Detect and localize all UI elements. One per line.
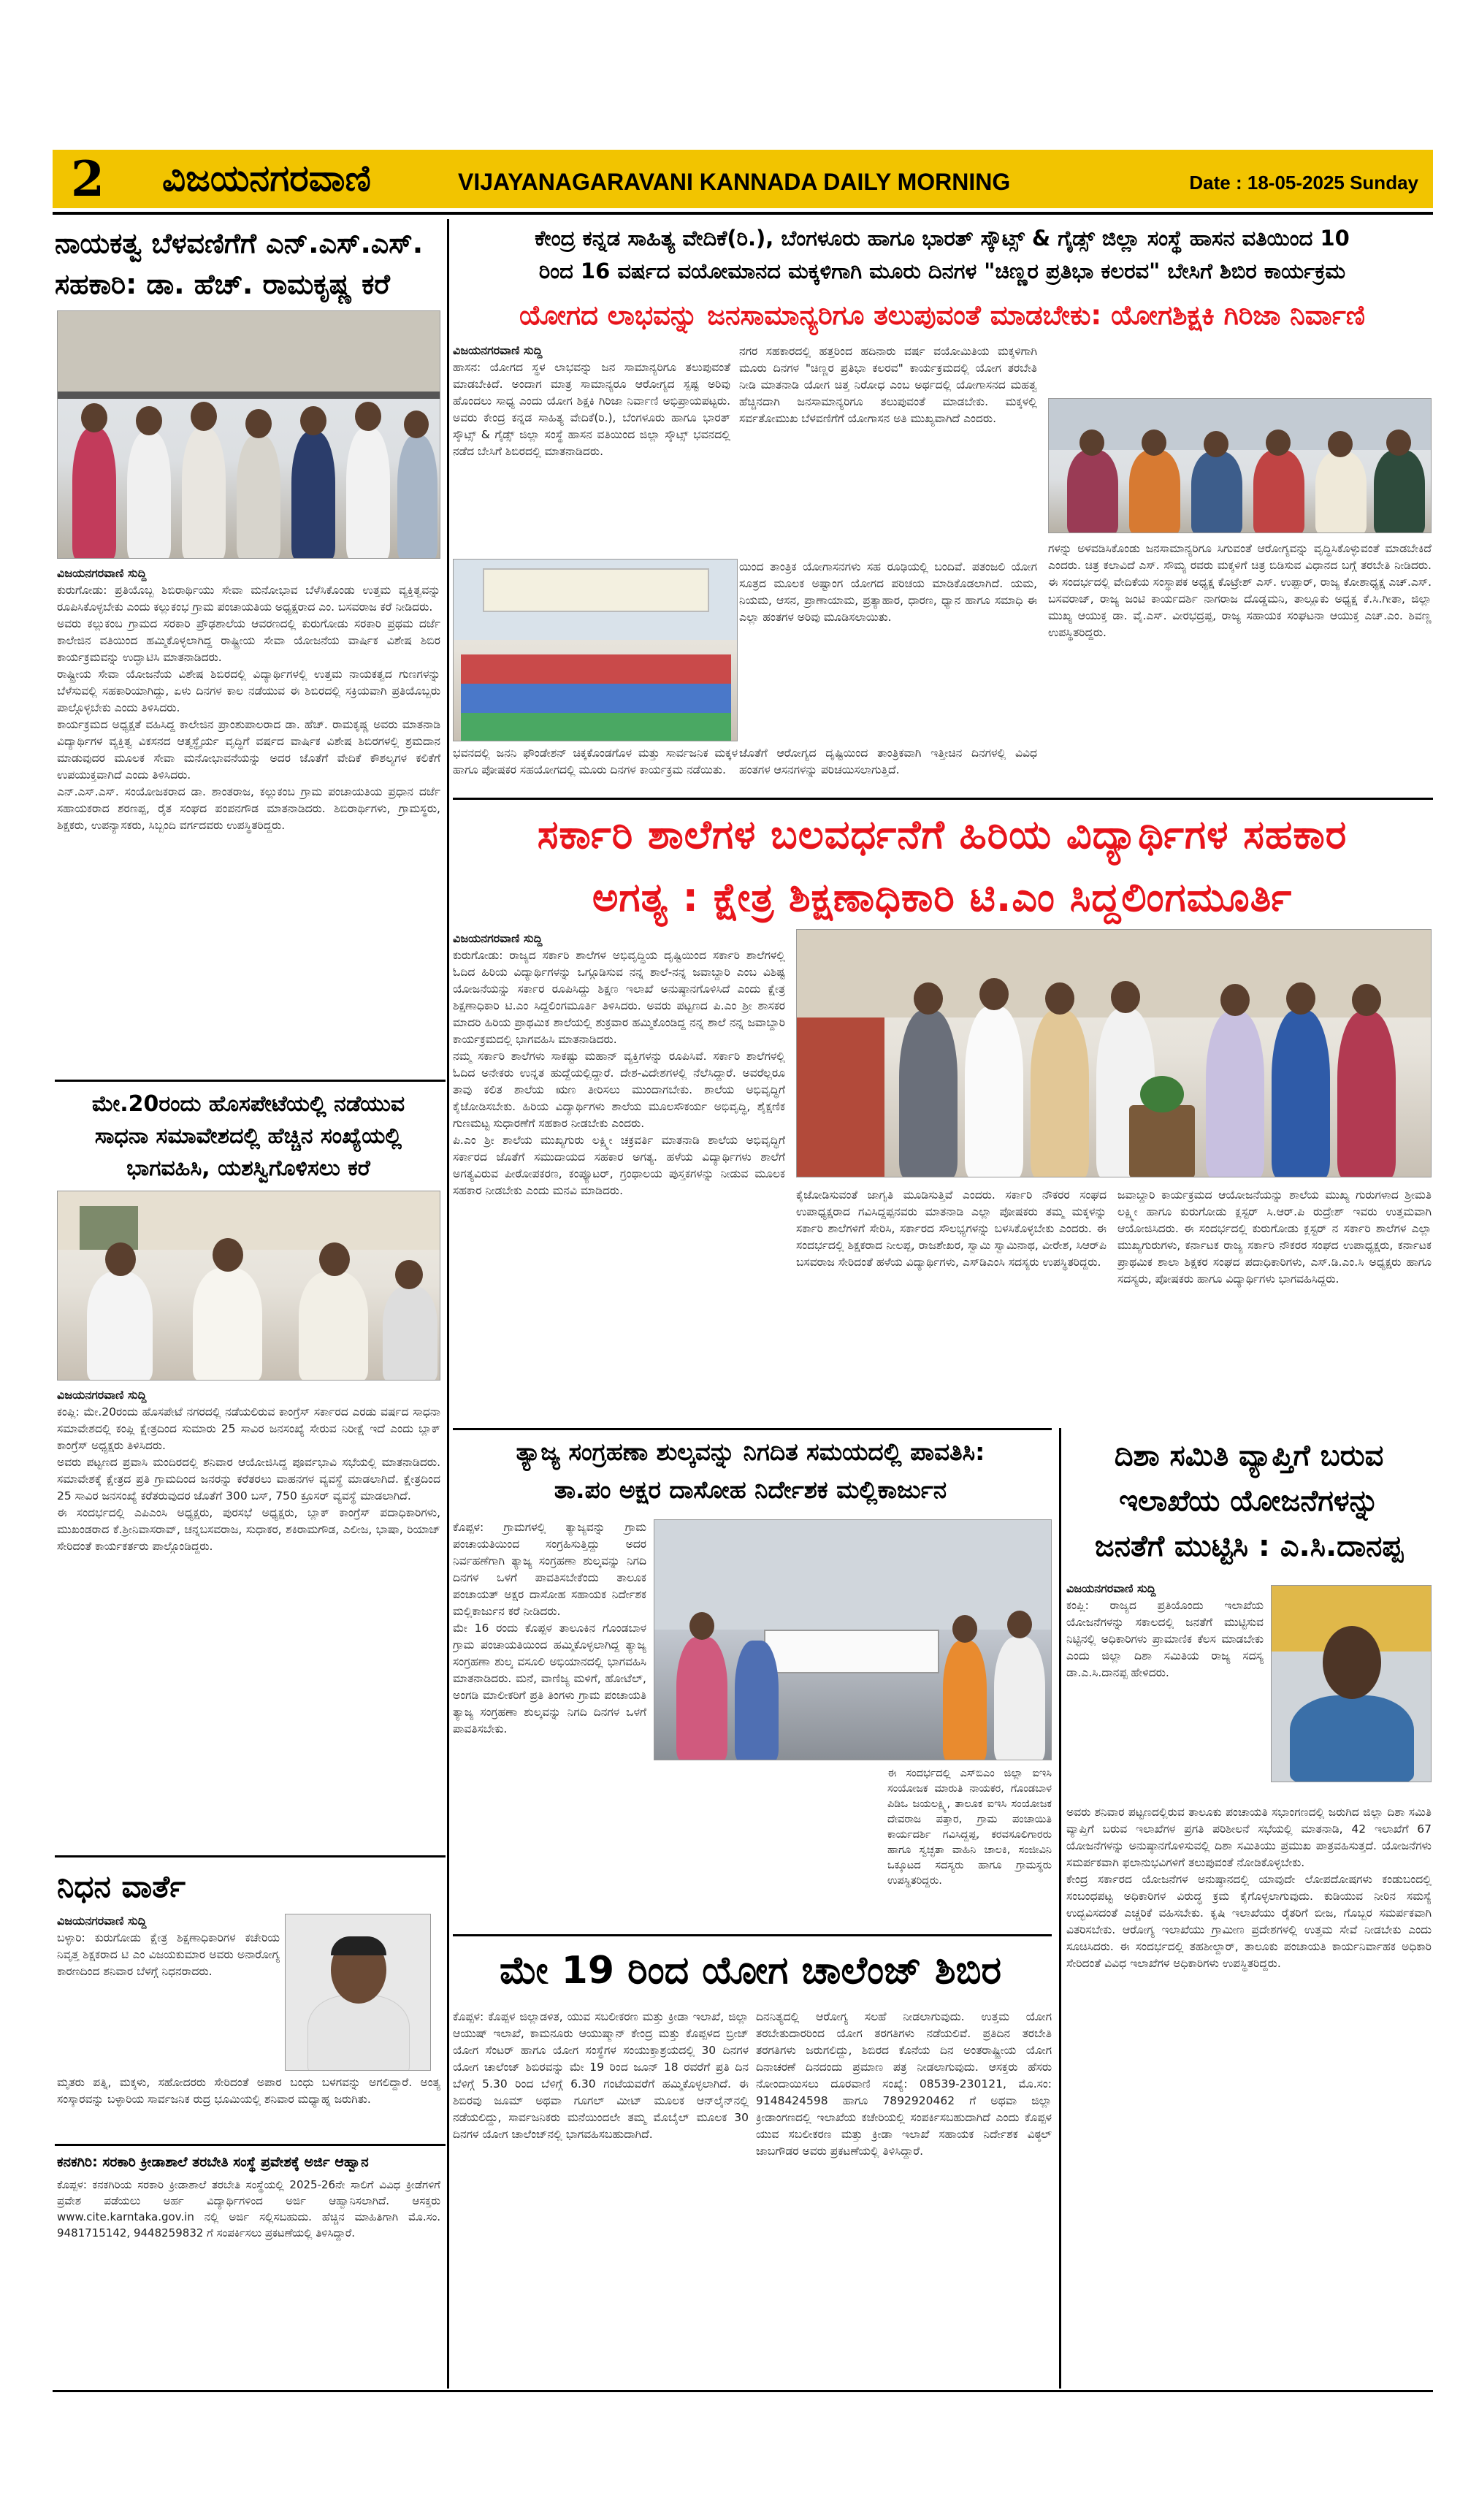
top-banner-line2: ರಿಂದ 16 ವರ್ಷದ ವಯೋಮಾನದ ಮಕ್ಕಳಿಗಾಗಿ ಮೂರು ದಿನಗಳ "ಚಿಣ್ಣರ ಪ್ರತಿಭಾ ಕಲರವ" ಬೇಸಿಗೆ ಶಿಬಿರ ಕಾರ್ಯಕ್ರಮ (538, 259, 1346, 283)
waste-col1: ಕೊಪ್ಪಳ: ಗ್ರಾಮಗಳಲ್ಲಿ ತ್ಯಾಜ್ಯವನ್ನು ಗ್ರಾಮ ಪಂಚಾಯತಿಯಿಂದ ಸಂಗ್ರಹಿಸುತ್ತಿದ್ದು ಅದರ ನಿರ್ವಹಣೆಗಾಗಿ ತ್ಯಾಜ್ಯ ಸಂಗ್ರಹಣಾ ಶುಲ್ಕವನ್ನು ನಿಗದಿ ದಿನಗಳ ಒಳಗೆ ಪಾವತಿಸಬೇಕೆಂದು ತಾಲೂಕ ಪಂಚಾಯತ್ ಅಕ್ಷರ ದಾಸೋಹ ಸಹಾಯಕ ನಿರ್ದೇಶಕ ಮಲ್ಲಿಕಾರ್ಜುನ ಕರೆ ನೀಡಿದರು. ಮೇ 16 ರಂದು ಕೊಪ್ಪಳ ತಾಲೂಕಿನ ಗೊಂಡಬಾಳ ಗ್ರಾಮ ಪಂಚಾಯತಿಯಿಂದ ಹಮ್ಮಿಕೊಳ್ಳಲಾಗಿದ್ದ ತ್ಯಾಜ್ಯ ಸಂಗ್ರಹಣಾ ಶುಲ್ಕ ವಸೂಲಿ ಅಭಿಯಾನದಲ್ಲಿ ಭಾಗವಹಿಸಿ ಮಾತನಾಡಿದರು. ಮನೆ, ವಾಣಿಜ್ಯ ಮಳಿಗೆ, ಹೋಟೆಲ್, ಅಂಗಡಿ ಮಾಲೀಕರಿಗೆ ಪ್ರತಿ ತಿಂಗಳು ಗ್ರಾಮ ಪಂಚಾಯತಿ ತ್ಯಾಜ್ಯ ಸಂಗ್ರಹಣಾ ಶುಲ್ಕವನ್ನು ನಿಗದಿ ದಿನಗಳ ಒಳಗೆ ಪಾವತಿಸಬೇಕು. (453, 1521, 646, 1736)
obituary-photo (285, 1914, 431, 2071)
waste-photo (654, 1519, 1052, 1760)
column-divider (447, 219, 449, 2389)
school-headline: ಸರ್ಕಾರಿ ಶಾಲೆಗಳ ಬಲವರ್ಧನೆಗೆ ಹಿರಿಯ ವಿದ್ಯಾರ್ಥಿಗಳ ಸಹಕಾರ ಅಗತ್ಯ : ಕ್ಷೇತ್ರ ಶಿಕ್ಷಣಾಧಿಕಾರಿ ಟಿ.ಎಂ ಸಿದ್ದಲಿಂಗಮೂರ್ತಿ (537, 812, 1348, 920)
yoga-photo-children (453, 559, 738, 741)
leadership-headline: ನಾಯಕತ್ವ ಬೆಳವಣಿಗೆಗೆ ಎನ್.ಎಸ್.ಎಸ್. ಸಹಕಾರಿ: ಡಾ. ಹೆಚ್. ರಾಮಕೃಷ್ಣ ಕರೆ (55, 227, 424, 300)
top-banner-line1: ಕೇಂದ್ರ ಕನ್ನಡ ಸಾಹಿತ್ಯ ವೇದಿಕೆ(ರಿ.), ಬೆಂಗಳೂರು ಹಾಗೂ ಭಾರತ್ ಸ್ಕೌಟ್ಸ್ & ಗೈಡ್ಸ್ ಜಿಲ್ಲಾ ಸಂಸ್ಥೆ ಹಾಸನ ವತಿಯಿಂದ 10 (535, 226, 1350, 251)
school-photo (796, 929, 1432, 1177)
yoga-col1b: ಭವನದಲ್ಲಿ ಜನನಿ ಫೌಂಡೇಶನ್ ಚಿಕ್ಕಕೊಂಡಗೊಳ ಮತ್ತು ಸಾರ್ವಜನಿಕ ಮಕ್ಕಳ ಹಾಗೂ ಪೋಷಕರ ಸಹಯೋಗದಲ್ಲಿ ಮೂರು ದಿನಗಳ ಕಾರ್ಯಕ್ರಮ ನಡೆಯಿತು. (453, 747, 738, 776)
sadhana-photo (57, 1191, 440, 1381)
sadhana-headline: ಮೇ.20ರಂದು ಹೊಸಪೇಟೆಯಲ್ಲಿ ನಡೆಯುವ ಸಾಧನಾ ಸಮಾವೇಶದಲ್ಲಿ ಹೆಚ್ಚಿನ ಸಂಖ್ಯೆಯಲ್ಲಿ ಭಾಗವಹಿಸಿ, ಯಶಸ್ವಿಗೊಳಿಸಲು ಕರೆ (91, 1091, 405, 1181)
masthead-title-kn: ವಿಜಯನಗರವಾಣಿ (162, 157, 371, 199)
masthead-date: Date : 18-05-2025 Sunday (1189, 172, 1418, 194)
sports-body: ಕೊಪ್ಪಳ: ಕನಕಗಿರಿಯ ಸರಕಾರಿ ಕ್ರೀಡಾಶಾಲೆ ತರಬೇತಿ ಸಂಸ್ಥೆಯಲ್ಲಿ 2025-26ನೇ ಸಾಲಿಗೆ ವಿವಿಧ ಕ್ರೀಡೆಗಳಿಗೆ ಪ್ರವೇಶ ಪಡೆಯಲು ಅರ್ಹ ವಿದ್ಯಾರ್ಥಿಗಳಿಂದ ಅರ್ಜಿ ಆಹ್ವಾನಿಸಲಾಗಿದೆ. ಆಸಕ್ತರು www.cite.karntaka.gov.in ನಲ್ಲಿ ಅರ್ಜಿ ಸಲ್ಲಿಸಬಹುದು. ಹೆಚ್ಚಿನ ಮಾಹಿತಿಗಾಗಿ ಮೊ.ಸಂ. 9481715142, 9448259832 ಗೆ ಸಂಪರ್ಕಿಸಲು ಪ್ರಕಟಣೆಯಲ್ಲಿ ತಿಳಿಸಿದ್ದಾರೆ. (57, 2178, 440, 2240)
sadhana-body: ವಿಜಯನಗರವಾಣಿ ಸುದ್ದಿ ಕಂಪ್ಲಿ: ಮೇ.20ರಂದು ಹೊಸಪೇಟೆ ನಗರದಲ್ಲಿ ನಡೆಯಲಿರುವ ಕಾಂಗ್ರೆಸ್ ಸರ್ಕಾರದ ಎರಡು ವರ್ಷದ ಸಾಧನಾ ಸಮಾವೇಶದಲ್ಲಿ ಕಂಪ್ಲಿ ಕ್ಷೇತ್ರದಿಂದ ಸುಮಾರು 25 ಸಾವಿರ ಜನಸಂಖ್ಯೆ ಸೇರುವ ನಿರೀಕ್ಷೆ ಇದೆ ಎಂದು ಬ್ಲಾಕ್ ಕಾಂಗ್ರೆಸ್ ಅಧ್ಯಕ್ಷರು ತಿಳಿಸಿದರು. ಅವರು ಪಟ್ಟಣದ ಪ್ರವಾಸಿ ಮಂದಿರದಲ್ಲಿ ಶನಿವಾರ ಆಯೋಜಿಸಿದ್ದ ಪೂರ್ವಭಾವಿ ಸಭೆಯಲ್ಲಿ ಮಾತನಾಡಿದರು. ಸಮಾವೇಶಕ್ಕೆ ಕ್ಷೇತ್ರದ ಪ್ರತಿ ಗ್ರಾಮದಿಂದ ಜನರನ್ನು ಕರೆತರಲು ವಾಹನಗಳ ವ್ಯವಸ್ಥೆ ಮಾಡಲಾಗಿದೆ. ಕ್ಷೇತ್ರದಿಂದ 25 ಸಾವಿರ ಜನಸಂಖ್ಯೆ ಕರೆತರುವುದರ ಜೊತೆಗೆ 300 ಬಸ್, 750 ಕ್ರೂಸರ್ ವ್ಯವಸ್ಥೆ ಮಾಡಲಾಗಿದೆ. ಈ ಸಂದರ್ಭದಲ್ಲಿ ಎಪಿಎಂಸಿ ಅಧ್ಯಕ್ಷರು, ಪುರಸಭೆ ಅಧ್ಯಕ್ಷರು, ಬ್ಲಾಕ್ ಕಾಂಗ್ರೆಸ್ ಪದಾಧಿಕಾರಿಗಳು, ಮುಖಂಡರಾದ ಕೆ.ಶ್ರೀನಿವಾಸರಾವ್, ಚನ್ನಬಸವರಾಜ, ಸುಧಾಕರ, ಶಕಿರಾಮಗೌಡ, ಎಲೀಜ, ಭಾಷಾ, ರಿಯಾಜ್ ಸೇರಿದಂತೆ ಕಾರ್ಯಕರ್ತರು ಪಾಲ್ಗೊಂಡಿದ್ದರು. (57, 1388, 440, 1553)
disha-headline-box: ದಿಶಾ ಸಮಿತಿ ವ್ಯಾಪ್ತಿಗೆ ಬರುವ ಇಲಾಖೆಯ ಯೋಜನೆಗಳನ್ನು ಜನತೆಗೆ ಮುಟ್ಟಿಸಿ : ಎ.ಸಿ.ದಾನಪ್ಪ (1066, 1433, 1432, 1572)
obituary-body: ವಿಜಯನಗರವಾಣಿ ಸುದ್ದಿ ಬಳ್ಳಾರಿ: ಕುರುಗೋಡು ಕ್ಷೇತ್ರ ಶಿಕ್ಷಣಾಧಿಕಾರಿಗಳ ಕಚೇರಿಯ ನಿವೃತ್ತ ಶಿಕ್ಷಕರಾದ ಟಿ ಎಂ ವಿಜಯಕುಮಾರ ಅವರು ಅನಾರೋಗ್ಯ ಕಾರಣದಿಂದ ಶನಿವಾರ ಬೆಳಗ್ಗೆ ನಿಧನರಾದರು. (57, 1914, 280, 1978)
leadership-body: ವಿಜಯನಗರವಾಣಿ ಸುದ್ದಿ ಕುರುಗೋಡು: ಪ್ರತಿಯೊಬ್ಬ ಶಿಬಿರಾರ್ಥಿಯು ಸೇವಾ ಮನೋಭಾವ ಬೆಳೆಸಿಕೊಂಡು ಉತ್ತಮ ವ್ಯಕ್ತಿತ್ವವನ್ನು ರೂಪಿಸಿಕೊಳ್ಳಬೇಕು ಎಂದು ಕಲ್ಲುಕಂಭ ಗ್ರಾಮ ಪಂಚಾಯತಿಯ ಅಧ್ಯಕ್ಷರಾದ ಎಂ. ಬಸವರಾಜ ಕರೆ ನೀಡಿದರು. ಅವರು ಕಲ್ಲುಕಂಬ ಗ್ರಾಮದ ಸರಕಾರಿ ಪ್ರೌಢಶಾಲೆಯ ಆವರಣದಲ್ಲಿ ಕುರುಗೋಡು ಸರಕಾರಿ ಪ್ರಥಮ ದರ್ಜೆ ಕಾಲೇಜಿನ ವತಿಯಿಂದ ಹಮ್ಮಿಕೊಳ್ಳಲಾಗಿದ್ದ ರಾಷ್ಟ್ರೀಯ ಸೇವಾ ಯೋಜನೆಯ ವಾರ್ಷಿಕ ವಿಶೇಷ ಶಿಬಿರ ಕಾರ್ಯಕ್ರಮವನ್ನು ಉದ್ಘಾಟಿಸಿ ಮಾತನಾಡಿದರು. ರಾಷ್ಟ್ರೀಯ ಸೇವಾ ಯೋಜನೆಯ ವಿಶೇಷ ಶಿಬಿರದಲ್ಲಿ ವಿದ್ಯಾರ್ಥಿಗಳಲ್ಲಿ ಉತ್ತಮ ನಾಯಕತ್ವದ ಗುಣಗಳನ್ನು ಬೆಳೆಸುವಲ್ಲಿ ಸಹಕಾರಿಯಾಗಿದ್ದು, ಏಳು ದಿನಗಳ ಕಾಲ ನಡೆಯುವ ಈ ಶಿಬಿರದಲ್ಲಿ ಸಕ್ರಿಯವಾಗಿ ಪ್ರತಿಯೊಬ್ಬರು ಪಾಲ್ಗೊಳ್ಳಬೇಕು ಎಂದು ತಿಳಿಸಿದರು. ಕಾರ್ಯಕ್ರಮದ ಅಧ್ಯಕ್ಷತೆ ವಹಿಸಿದ್ದ ಕಾಲೇಜಿನ ಪ್ರಾಂಶುಪಾಲರಾದ ಡಾ. ಹೆಚ್. ರಾಮಕೃಷ್ಣ ಅವರು ಮಾತನಾಡಿ ವಿದ್ಯಾರ್ಥಿಗಳ ವ್ಯಕ್ತಿತ್ವ ವಿಕಸನದ ಆತ್ಮಸ್ಥೈರ್ಯ ವೃದ್ಧಿಗೆ ವರ್ಷದ ವಾರ್ಷಿಕ ವಿಶೇಷ ಶಿಬಿರಗಳಲ್ಲಿ ಶ್ರಮದಾನ ಮಾಡುವುದರ ಮೂಲಕ ಸೇವಾ ಮನೋಭಾವನೆಯನ್ನು ಅದರ ಜೊತೆಗೆ ವೇದಿಕೆ ಕೌಶಲ್ಯಗಳ ಕಲಿಕೆಗೆ ಉಪಯುಕ್ತವಾಗಿದೆ ಎಂದು ತಿಳಿಸಿದರು. ಎನ್.ಎಸ್.ಎಸ್. ಸಂಯೋಜಕರಾದ ಡಾ. ಶಾಂತರಾಜ, ಕಲ್ಲುಕಂಬ ಗ್ರಾಮ ಪಂಚಾಯತಿಯ ಪ್ರಧಾನ ದರ್ಜೆ ಸಹಾಯಕರಾದ ಶರಣಪ್ಪ, ರೈತ ಸಂಘದ ಪಂಪನಗೌಡ ಮಾತನಾಡಿದರು. ಶಿಬಿರಾರ್ಥಿಗಳು, ಗ್ರಾಮಸ್ಥರು, ಶಿಕ್ಷಕರು, ಉಪನ್ಯಾಸಕರು, ಸಿಬ್ಬಂದಿ ವರ್ಗದವರು ಉಪಸ್ಥಿತರಿದ್ದರು. (57, 566, 440, 832)
yoga-camp-col2: ದಿನನಿತ್ಯದಲ್ಲಿ ಆರೋಗ್ಯ ಸಲಹೆ ನೀಡಲಾಗುವುದು. ಉತ್ತಮ ಯೋಗ ತರಬೇತುದಾರರಿಂದ ಯೋಗ ತರಗತಿಗಳು ನಡೆಯಲಿವೆ. ಪ್ರತಿದಿನ ತರಬೇತಿ ತರಗತಿಗಳು ಜರುಗಲಿದ್ದು, ಶಿಬಿರದ ಕೊನೆಯ ದಿನ ಅಂತರಾಷ್ಟ್ರೀಯ ಯೋಗ ದಿನಾಚರಣೆ ದಿನದಂದು ಪ್ರಮಾಣ ಪತ್ರ ನೀಡಲಾಗುವುದು. ಆಸಕ್ತರು ಹೆಸರು ನೋಂದಾಯಿಸಲು ದೂರವಾಣಿ ಸಂಖ್ಯೆ: 08539-230121, ಮೊ.ಸಂ: 9148424598 ಹಾಗೂ 7892920462 ಗೆ ಅಥವಾ ಜಿಲ್ಲಾ ಕ್ರೀಡಾಂಗಣದಲ್ಲಿ ಇಲಾಖೆಯ ಕಚೇರಿಯಲ್ಲಿ ಸಂಪರ್ಕಿಸಬಹುದಾಗಿದೆ ಎಂದು ಕೊಪ್ಪಳ ಯುವ ಸಬಲೀಕರಣ ಮತ್ತು ಕ್ರೀಡಾ ಇಲಾಖೆ ಸಹಾಯಕ ನಿರ್ದೇಶಕ ವಿಠ್ಠಲ್ ಜಾಬಗೌಡರ ಅವರು ಪ್ರಕಟಣೆಯಲ್ಲಿ ತಿಳಿಸಿದ್ದಾರೆ. (756, 2010, 1052, 2158)
school-col1: ವಿಜಯನಗರವಾಣಿ ಸುದ್ದಿ ಕುರುಗೋಡು: ರಾಜ್ಯದ ಸರ್ಕಾರಿ ಶಾಲೆಗಳ ಅಭಿವೃದ್ಧಿಯ ದೃಷ್ಟಿಯಿಂದ ಸರ್ಕಾರಿ ಶಾಲೆಗಳಲ್ಲಿ ಓದಿದ ಹಿರಿಯ ವಿದ್ಯಾರ್ಥಿಗಳನ್ನು ಒಗ್ಗೂಡಿಸುವ ನನ್ನ ಶಾಲೆ-ನನ್ನ ಜವಾಬ್ದಾರಿ ಎಂಬ ವಿಶಿಷ್ಟ ಯೋಜನೆಯನ್ನು ಸರ್ಕಾರ ರೂಪಿಸಿದ್ದು ಶಿಕ್ಷಣ ಇಲಾಖೆ ಅನುಷ್ಠಾನಗೊಳಿಸಿದೆ ಎಂದು ಕ್ಷೇತ್ರ ಶಿಕ್ಷಣಾಧಿಕಾರಿ ಟಿ.ಎಂ ಸಿದ್ದಲಿಂಗಮೂರ್ತಿ ತಿಳಿಸಿದರು. ಅವರು ಪಟ್ಟಣದ ಪಿ.ಎಂ ಶ್ರೀ ಶಾಸಕರ ಮಾದರಿ ಹಿರಿಯ ಪ್ರಾಥಮಿಕ ಶಾಲೆಯಲ್ಲಿ ಶುಕ್ರವಾರ ಹಮ್ಮಿಕೊಂಡಿದ್ದ ನನ್ನ ಶಾಲೆ ನನ್ನ ಜವಾಬ್ದಾರಿ ಕಾರ್ಯಕ್ರಮದಲ್ಲಿ ಭಾಗವಹಿಸಿ ಮಾತನಾಡಿದರು. ನಮ್ಮ ಸರ್ಕಾರಿ ಶಾಲೆಗಳು ಸಾಕಷ್ಟು ಮಹಾನ್ ವ್ಯಕ್ತಿಗಳನ್ನು ರೂಪಿಸಿವೆ. ಸರ್ಕಾರಿ ಶಾಲೆಗಳಲ್ಲಿ ಓದಿದ ಅನೇಕರು ಉನ್ನತ ಹುದ್ದೆಯಲ್ಲಿದ್ದಾರೆ. ದೇಶ-ವಿದೇಶಗಳಲ್ಲಿ ನೆಲೆಸಿದ್ದಾರೆ. ಅವರೆಲ್ಲರೂ ತಾವು ಕಲಿತ ಶಾಲೆಯ ಋಣ ತೀರಿಸಲು ಮುಂದಾಗಬೇಕು. ಶಾಲೆಯ ಅಭಿವೃದ್ಧಿಗೆ ಕೈಜೋಡಿಸಬೇಕು. ಹಿರಿಯ ವಿದ್ಯಾರ್ಥಿಗಳು ಶಾಲೆಯ ಮೂಲಸೌಕರ್ಯ ಅಭಿವೃದ್ಧಿ, ಶೈಕ್ಷಣಿಕ ಗುಣಮಟ್ಟ ಸುಧಾರಣೆಗೆ ಸಹಕಾರ ನೀಡಬೇಕು ಎಂದರು. ಪಿ.ಎಂ ಶ್ರೀ ಶಾಲೆಯ ಮುಖ್ಯಗುರು ಲಕ್ಷ್ಮೀ ಚಕ್ರವರ್ತಿ ಮಾತನಾಡಿ ಶಾಲೆಯ ಅಭಿವೃದ್ಧಿಗೆ ಸರ್ಕಾರದ ಜೊತೆಗೆ ಸಮುದಾಯದ ಸಹಕಾರ ಅಗತ್ಯ. ಹಳೆಯ ವಿದ್ಯಾರ್ಥಿಗಳು ಶಾಲೆಗೆ ಅಗತ್ಯವಿರುವ ಪೀಠೋಪಕರಣ, ಕಂಪ್ಯೂಟರ್, ಗ್ರಂಥಾಲಯ ಪುಸ್ತಕಗಳನ್ನು ನೀಡುವ ಮೂಲಕ ಸಹಕಾರ ನೀಡಬೇಕು ಎಂದು ಮನವಿ ಮಾಡಿದರು. (453, 931, 785, 1197)
masthead-title-en: VIJAYANAGARAVANI KANNADA DAILY MORNING (458, 169, 1011, 195)
obituary-headline: ನಿಧನ ವಾರ್ತೆ (57, 1868, 186, 1904)
school-col2: ಕೈಜೋಡಿಸುವಂತೆ ಜಾಗೃತಿ ಮೂಡಿಸುತ್ತಿವೆ ಎಂದರು. ಸರ್ಕಾರಿ ನೌಕರರ ಸಂಘದ ಉಪಾಧ್ಯಕ್ಷರಾದ ಗವಿಸಿದ್ದಪ್ಪನವರು ಮಾತನಾಡಿ ಎಲ್ಲಾ ಪೋಷಕರು ತಮ್ಮ ಮಕ್ಕಳನ್ನು ಸರ್ಕಾರಿ ಶಾಲೆಗಳಿಗೆ ಸೇರಿಸಿ, ಸರ್ಕಾರದ ಸೌಲಭ್ಯಗಳನ್ನು ಬಳಸಿಕೊಳ್ಳಬೇಕು ಎಂದರು. ಈ ಸಂದರ್ಭದಲ್ಲಿ ಶಿಕ್ಷಕರಾದ ನೀಲಪ್ಪ, ರಾಜಶೇಖರ, ಸ್ವಾಮಿ ಸ್ವಾಮಿನಾಥ, ವೀರೇಶ, ಸಿಆರ್‌ಪಿ ಬಸವರಾಜ ಸೇರಿದಂತೆ ಹಳೆಯ ವಿದ್ಯಾರ್ಥಿಗಳು, ಎಸ್‌ಡಿಎಂಸಿ ಸದಸ್ಯರು ಉಪಸ್ಥಿತರಿದ್ದರು. (796, 1188, 1107, 1269)
sports-headline: ಕನಕಗಿರಿ: ಸರಕಾರಿ ಕ್ರೀಡಾಶಾಲೆ ತರಬೇತಿ ಸಂಸ್ಥೆ ಪ್ರವೇಶಕ್ಕೆ ಅರ್ಜಿ ಆಹ್ವಾನ (57, 2154, 369, 2170)
yoga-headline: ಯೋಗದ ಲಾಭವನ್ನು ಜನಸಾಮಾನ್ಯರಿಗೂ ತಲುಪುವಂತೆ ಮಾಡಬೇಕು: ಯೋಗಶಿಕ್ಷಕಿ ಗಿರಿಜಾ ನಿರ್ವಾಣಿ (519, 299, 1365, 331)
yoga-col2b: ಯಿಂದ ತಾಂತ್ರಿಕ ಯೋಗಾಸನಗಳು ಸಹ ರೂಢಿಯಲ್ಲಿ ಬಂದಿವೆ. ಪತಂಜಲಿ ಯೋಗ ಸೂತ್ರದ ಮೂಲಕ ಅಷ್ಟಾಂಗ ಯೋಗದ ಪರಿಚಯ ಮಾಡಿಕೊಡಲಾಗಿದೆ. ಯಮ, ನಿಯಮ, ಆಸನ, ಪ್ರಾಣಾಯಾಮ, ಪ್ರತ್ಯಾಹಾರ, ಧಾರಣ, ಧ್ಯಾನ ಹಾಗೂ ಸಮಾಧಿ ಈ ಎಲ್ಲಾ ಹಂತಗಳ ಅರಿವು ಮೂಡಿಸಲಾಯಿತು. (739, 560, 1037, 624)
disha-photo (1271, 1585, 1432, 1782)
obituary-body-cont: ಮೃತರು ಪತ್ನಿ, ಮಕ್ಕಳು, ಸಹೋದರರು ಸೇರಿದಂತೆ ಅಪಾರ ಬಂಧು ಬಳಗವನ್ನು ಅಗಲಿದ್ದಾರೆ. ಅಂತ್ಯ ಸಂಸ್ಕಾರವನ್ನು ಬಳ್ಳಾರಿಯ ಸಾರ್ವಜನಿಕ ರುದ್ರ ಭೂಮಿಯಲ್ಲಿ ಶನಿವಾರ ಮಧ್ಯಾಹ್ನ ಜರುಗಿತು. (57, 2076, 440, 2106)
bottom-rule (53, 2390, 1433, 2392)
yoga-photo-award (1048, 398, 1432, 533)
waste-headline: ತ್ಯಾಜ್ಯ ಸಂಗ್ರಹಣಾ ಶುಲ್ಕವನ್ನು ನಿಗದಿತ ಸಮಯದಲ್ಲಿ ಪಾವತಿಸಿ: ತಾ.ಪಂ ಅಕ್ಷರ ದಾಸೋಹ ನಿರ್ದೇಶಕ ಮಲ್ಲಿಕಾರ್ಜುನ (516, 1437, 985, 1504)
masthead (53, 150, 1433, 208)
waste-col2: ಈ ಸಂದರ್ಭದಲ್ಲಿ ಎಸ್‌ಬಿಎಂ ಜಿಲ್ಲಾ ಐಇಸಿ ಸಂಯೋಜಕ ಮಾರುತಿ ನಾಯಕರ, ಗೊಂಡಬಾಳ ಪಿಡಿಒ ಜಯಲಕ್ಷ್ಮಿ, ತಾಲೂಕ ಐಇಸಿ ಸಂಯೋಜಕ ದೇವರಾಜ ಪತ್ತಾರ, ಗ್ರಾಮ ಪಂಚಾಯಿತಿ ಕಾರ್ಯದರ್ಶಿ ಗವಿಸಿದ್ದಪ್ಪ, ಕರವಸೂಲಿಗಾರರು ಹಾಗೂ ಸ್ವಚ್ಛತಾ ವಾಹಿನಿ ಚಾಲಕಿ, ಸಂಜೀವಿನಿ ಒಕ್ಕೂಟದ ಸದಸ್ಯರು ಹಾಗೂ ಗ್ರಾಮಸ್ಥರು ಉಪಸ್ಥಿತರಿದ್ದರು. (887, 1768, 1052, 1887)
page-number: 2 (71, 150, 104, 207)
disha-body: ಅವರು ಶನಿವಾರ ಪಟ್ಟಣದಲ್ಲಿರುವ ತಾಲೂಕು ಪಂಚಾಯತಿ ಸಭಾಂಗಣದಲ್ಲಿ ಜರುಗಿದ ಜಿಲ್ಲಾ ದಿಶಾ ಸಮಿತಿ ವ್ಯಾಪ್ತಿಗೆ ಬರುವ ಇಲಾಖೆಗಳ ಪ್ರಗತಿ ಪರಿಶೀಲನೆ ಸಭೆಯಲ್ಲಿ ಮಾತನಾಡಿ, 42 ಇಲಾಖೆಗೆ 67 ಯೋಜನೆಗಳನ್ನು ಅನುಷ್ಠಾನಗೊಳಿಸುವಲ್ಲಿ ದಿಶಾ ಸಮಿತಿಯು ಪ್ರಮುಖ ಪಾತ್ರವಹಿಸುತ್ತದೆ. ಯೋಜನೆಗಳು ಸಮರ್ಪಕವಾಗಿ ಫಲಾನುಭವಿಗಳಿಗೆ ತಲುಪುವಂತೆ ನೋಡಿಕೊಳ್ಳಬೇಕು. ಕೇಂದ್ರ ಸರ್ಕಾರದ ಯೋಜನೆಗಳ ಅನುಷ್ಠಾನದಲ್ಲಿ ಯಾವುದೇ ಲೋಪದೋಷಗಳು ಕಂಡುಬಂದಲ್ಲಿ ಸಂಬಂಧಪಟ್ಟ ಅಧಿಕಾರಿಗಳ ವಿರುದ್ಧ ಕ್ರಮ ಕೈಗೊಳ್ಳಲಾಗುವುದು. ಕುಡಿಯುವ ನೀರಿನ ಸಮಸ್ಯೆ ಉದ್ಭವಿಸದಂತೆ ಎಚ್ಚರಿಕೆ ವಹಿಸಬೇಕು. ಕೃಷಿ ಇಲಾಖೆಯು ರೈತರಿಗೆ ಬೀಜ, ಗೊಬ್ಬರ ಸಮರ್ಪಕವಾಗಿ ವಿತರಿಸಬೇಕು. ಆರೋಗ್ಯ ಇಲಾಖೆಯು ಗ್ರಾಮೀಣ ಪ್ರದೇಶಗಳಲ್ಲಿ ಉತ್ತಮ ಸೇವೆ ನೀಡಬೇಕು ಎಂದು ಸೂಚಿಸಿದರು. ಈ ಸಂದರ್ಭದಲ್ಲಿ ತಹಶೀಲ್ದಾರ್, ತಾಲೂಕು ಪಂಚಾಯತಿ ಕಾರ್ಯನಿರ್ವಾಹಕ ಅಧಿಕಾರಿ ಸೇರಿದಂತೆ ವಿವಿಧ ಇಲಾಖೆಗಳ ಅಧಿಕಾರಿಗಳು ಉಪಸ್ಥಿತರಿದ್ದರು. (1066, 1806, 1432, 1970)
yoga-col1: ವಿಜಯನಗರವಾಣಿ ಸುದ್ದಿ ಹಾಸನ: ಯೋಗದ ಸ್ಥಳ ಲಾಭವನ್ನು ಜನ ಸಾಮಾನ್ಯರಿಗೂ ತಲುಪುವಂತೆ ಮಾಡಬೇಕಿದೆ. ಅಂದಾಗ ಮಾತ್ರ ಸಾಮಾನ್ಯರೂ ಆರೋಗ್ಯದ ಸ್ಪಷ್ಟ ಅರಿವು ಹೊಂದಲು ಸಾಧ್ಯ ಎಂದು ಯೋಗ ಶಿಕ್ಷಕಿ ಗಿರಿಜಾ ನಿರ್ವಾಣಿ ಅಭಿಪ್ರಾಯಪಟ್ಟರು. ಅವರು ಕೇಂದ್ರ ಕನ್ನಡ ಸಾಹಿತ್ಯ ವೇದಿಕೆ(ರಿ.), ಬೆಂಗಳೂರು ಹಾಗೂ ಭಾರತ್ ಸ್ಕೌಟ್ಸ್ & ಗೈಡ್ಸ್ ಜಿಲ್ಲಾ ಸಂಸ್ಥೆ ಹಾಸನ ವತಿಯಿಂದ ಜಿಲ್ಲಾ ಸ್ಕೌಟ್ಸ್ ಭವನದಲ್ಲಿ ನಡೆದ ಬೇಸಿಗೆ ಶಿಬಿರದಲ್ಲಿ ಮಾತನಾಡಿದರು. (453, 343, 730, 458)
leadership-photo (57, 310, 440, 559)
yoga-camp-headline: ಮೇ 19 ರಿಂದ ಯೋಗ ಚಾಲೆಂಜ್ ಶಿಬಿರ (500, 1949, 1001, 1993)
school-col3: ಜವಾಬ್ದಾರಿ ಕಾರ್ಯಕ್ರಮದ ಆಯೋಜನೆಯನ್ನು ಶಾಲೆಯ ಮುಖ್ಯ ಗುರುಗಳಾದ ಶ್ರೀಮತಿ ಲಕ್ಷ್ಮೀ ಹಾಗೂ ಕುರುಗೋಡು ಕ್ಲಸ್ಟರ್ ಸಿ.ಆರ್.ಪಿ ರುದ್ರೇಶ್ ಇವರು ಉತ್ತಮವಾಗಿ ಆಯೋಜಿಸಿದರು. ಈ ಸಂದರ್ಭದಲ್ಲಿ ಕುರುಗೋಡು ಕ್ಲಸ್ಟರ್ ನ ಸರ್ಕಾರಿ ಶಾಲೆಗಳ ಎಲ್ಲಾ ಮುಖ್ಯಗುರುಗಳು, ಕರ್ನಾಟಕ ರಾಜ್ಯ ಸರ್ಕಾರಿ ನೌಕರರ ಸಂಘದ ಉಪಾಧ್ಯಕ್ಷರು, ಕರ್ನಾಟಕ ಪ್ರಾಥಮಿಕ ಶಾಲಾ ಶಿಕ್ಷಕರ ಸಂಘದ ಪದಾಧಿಕಾರಿಗಳು, ಎಸ್.ಡಿ.ಎಂ.ಸಿ ಅಧ್ಯಕ್ಷರು ಹಾಗೂ ಸದಸ್ಯರು, ಪೋಷಕರು ಹಾಗೂ ವಿದ್ಯಾರ್ಥಿಗಳು ಭಾಗವಹಿಸಿದ್ದರು. (1117, 1188, 1432, 1286)
disha-intro: ವಿಜಯನಗರವಾಣಿ ಸುದ್ದಿ ಕಂಪ್ಲಿ: ರಾಜ್ಯದ ಪ್ರತಿಯೊಂದು ಇಲಾಖೆಯ ಯೋಜನೆಗಳನ್ನು ಸಕಾಲದಲ್ಲಿ ಜನತೆಗೆ ಮುಟ್ಟಿಸುವ ನಿಟ್ಟಿನಲ್ಲಿ ಅಧಿಕಾರಿಗಳು ಪ್ರಾಮಾಣಿಕ ಕೆಲಸ ಮಾಡಬೇಕು ಎಂದು ಜಿಲ್ಲಾ ದಿಶಾ ಸಮಿತಿಯ ರಾಜ್ಯ ಸದಸ್ಯ ಡಾ.ಎ.ಸಿ.ದಾನಪ್ಪ ಹೇಳಿದರು. (1066, 1581, 1264, 1679)
yoga-col2c: ಜೊತೆಗೆ ಆರೋಗ್ಯದ ದೃಷ್ಟಿಯಿಂದ ತಾಂತ್ರಿಕವಾಗಿ ಇತ್ತೀಚಿನ ದಿನಗಳಲ್ಲಿ ವಿವಿಧ ಹಂತಗಳ ಆಸನಗಳನ್ನು ಪರಿಚಯಿಸಲಾಗುತ್ತಿದೆ. (739, 747, 1037, 776)
yoga-camp-col1: ಕೊಪ್ಪಳ: ಕೊಪ್ಪಳ ಜಿಲ್ಲಾಡಳಿತ, ಯುವ ಸಬಲೀಕರಣ ಮತ್ತು ಕ್ರೀಡಾ ಇಲಾಖೆ, ಜಿಲ್ಲಾ ಆಯುಷ್ ಇಲಾಖೆ, ಕಾಮನೂರು ಆಯುಷ್ಮಾನ್ ಕೇಂದ್ರ ಮತ್ತು ಕೊಪ್ಪಳದ ಬ್ರೀಜ್ ಯೋಗ ಸೆಂಟರ್ ಹಾಗೂ ಯೋಗ ಸಂಸ್ಥೆಗಳ ಸಂಯುಕ್ತಾಶ್ರಯದಲ್ಲಿ 30 ದಿನಗಳ ಯೋಗ ಚಾಲೆಂಜ್ ಶಿಬಿರವನ್ನು ಮೇ 19 ರಿಂದ ಜೂನ್ 18 ರವರೆಗೆ ಪ್ರತಿ ದಿನ ಬೆಳಿಗ್ಗೆ 5.30 ರಿಂದ ಬೆಳಿಗ್ಗೆ 6.30 ಗಂಟೆಯವರೆಗೆ ಹಮ್ಮಿಕೊಳ್ಳಲಾಗಿದೆ. ಈ ಶಿಬಿರವು ಜೂಮ್ ಅಥವಾ ಗೂಗಲ್ ಮೀಟ್ ಮೂಲಕ ಆನ್‌ಲೈನ್‌ನಲ್ಲಿ ನಡೆಯಲಿದ್ದು, ಸಾರ್ವಜನಿಕರು ಮನೆಯಿಂದಲೇ ತಮ್ಮ ಮೊಬೈಲ್ ಮೂಲಕ 30 ದಿನಗಳ ಯೋಗ ಚಾಲೆಂಜ್‌ನಲ್ಲಿ ಭಾಗವಹಿಸಬಹುದಾಗಿದೆ. (453, 2010, 749, 2141)
yoga-col2: ನಗರ ಸಹಕಾರದಲ್ಲಿ ಹತ್ತರಿಂದ ಹದಿನಾರು ವರ್ಷ ವಯೋಮಿತಿಯ ಮಕ್ಕಳಿಗಾಗಿ ಮೂರು ದಿನಗಳ "ಚಿಣ್ಣರ ಪ್ರತಿಭಾ ಕಲರವ" ಕಾರ್ಯಕ್ರಮದಲ್ಲಿ ಯೋಗ ತರಬೇತಿ ನೀಡಿ ಮಾತನಾಡಿ ಯೋಗ ಚಿತ್ತ ನಿರೋಧ ಎಂಬ ಅರ್ಥದಲ್ಲಿ ಯೋಗಾಸನದ ಮಹತ್ವ ಹೆಚ್ಚಿನದಾಗಿ ಜನಸಾಮಾನ್ಯರಿಗೂ ತಲುಪುವಂತೆ ಮಾಡಬೇಕು. ಮಕ್ಕಳಲ್ಲಿ ಸರ್ವತೋಮುಖ ಬೆಳವಣಿಗೆಗೆ ಯೋಗಾಸನ ಅತಿ ಮುಖ್ಯವಾಗಿದೆ ಎಂದರು. (739, 345, 1037, 425)
masthead-divider (53, 212, 1433, 215)
yoga-col3: ಗಳನ್ನು ಅಳವಡಿಸಿಕೊಂಡು ಜನಸಾಮಾನ್ಯರಿಗೂ ಸಿಗುವಂತೆ ಆರೋಗ್ಯವನ್ನು ವೃದ್ಧಿಸಿಕೊಳ್ಳುವಂತೆ ಮಾಡಬೇಕಿದೆ ಎಂದರು. ಚಿತ್ರ ಕಲಾವಿದೆ ಎಸ್. ಸೌಮ್ಯ ರವರು ಮಕ್ಕಳಿಗೆ ಚಿತ್ರ ಬಿಡಿಸುವ ವಿಧಾನದ ಬಗ್ಗೆ ತರಬೇತಿ ನೀಡಿದರು. ಈ ಸಂದರ್ಭದಲ್ಲಿ ವೇದಿಕೆಯ ಸಂಸ್ಥಾಪಕ ಅಧ್ಯಕ್ಷ ಕೊಟ್ರೇಶ್ ಎಸ್. ಉಪ್ಪಾರ್, ರಾಜ್ಯ ಕೋಶಾಧ್ಯಕ್ಷ ಎಚ್.ಎಸ್. ಬಸವರಾಜ್, ರಾಜ್ಯ ಜಂಟಿ ಕಾರ್ಯದರ್ಶಿ ನಾಗರಾಜ ದೊಡ್ಡಮನಿ, ತಾಲ್ಲೂಕು ಅಧ್ಯಕ್ಷ ಕೆ.ಸಿ.ಗೀತಾ, ಜಿಲ್ಲಾ ಮುಖ್ಯ ಆಯುಕ್ತ ಡಾ. ವೈ.ಎಸ್. ವೀರಭದ್ರಪ್ಪ, ರಾಜ್ಯ ಸಹಾಯಕ ಸಂಘಟನಾ ಆಯುಕ್ತ ಎಚ್.ಎಂ. ಶಿವಣ್ಣ ಉಪಸ್ಥಿತರಿದ್ದರು. (1048, 542, 1432, 639)
